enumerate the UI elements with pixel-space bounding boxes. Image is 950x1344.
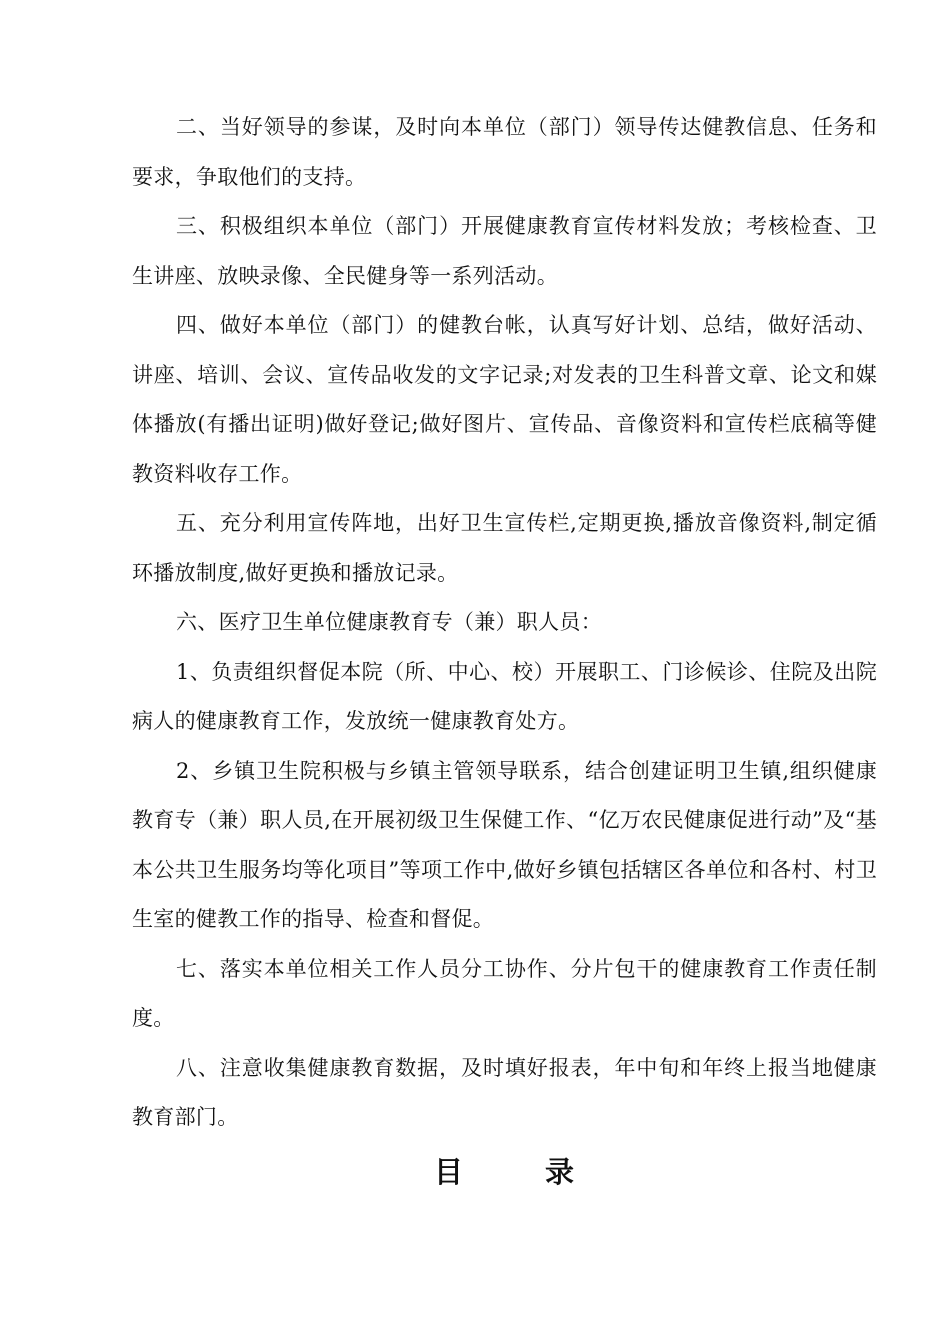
paragraph-6: 六、医疗卫生单位健康教育专（兼）职人员：	[176, 610, 602, 634]
table-of-contents-heading	[0, 1150, 950, 1194]
paragraph-3: 三、积极组织本单位（部门）开展健康教育宣传材料发放；考核检查、卫生讲座、放映录像、全民健身等一系列活动。	[132, 214, 877, 288]
paragraph-7: 七、落实本单位相关工作人员分工协作、分片包干的健康教育工作责任制度。	[132, 956, 877, 1030]
document-body	[132, 103, 877, 1143]
paragraph-5: 五、充分利用宣传阵地，出好卫生宣传栏,定期更换,播放音像资料,制定循环播放制度,做好更换和播放记录。	[132, 511, 877, 585]
paragraph-2: 二、当好领导的参谋，及时向本单位（部门）领导传达健教信息、任务和要求，争取他们的支持。	[132, 115, 877, 189]
paragraph-8: 八、注意收集健康教育数据，及时填好报表，年中旬和年终上报当地健康教育部门。	[132, 1055, 877, 1129]
toc-heading-char-2: 录	[545, 1155, 575, 1189]
paragraph-4: 四、做好本单位（部门）的健教台帐，认真写好计划、总结，做好活动、讲座、培训、会议、宣传品收发的文字记录;对发表的卫生科普文章、论文和媒体播放(有播出证明)做好登记;做好图片、宣传品、音像资料和宣传栏底稿等健教资料收存工作。	[132, 313, 877, 486]
paragraph-6-item-1: 1、负责组织督促本院（所、中心、校）开展职工、门诊候诊、住院及出院病人的健康教育工作，发放统一健康教育处方。	[132, 659, 877, 733]
toc-heading-char-1: 目	[433, 1155, 463, 1189]
paragraph-6-item-2: 2、乡镇卫生院积极与乡镇主管领导联系，结合创建证明卫生镇,组织健康教育专（兼）职人员,在开展初级卫生保健工作、“亿万农民健康促进行动”及“基本公共卫生服务均等化项目”等项工作中,做好乡镇包括辖区各单位和各村、村卫生室的健教工作的指导、检查和督促。	[132, 758, 877, 931]
